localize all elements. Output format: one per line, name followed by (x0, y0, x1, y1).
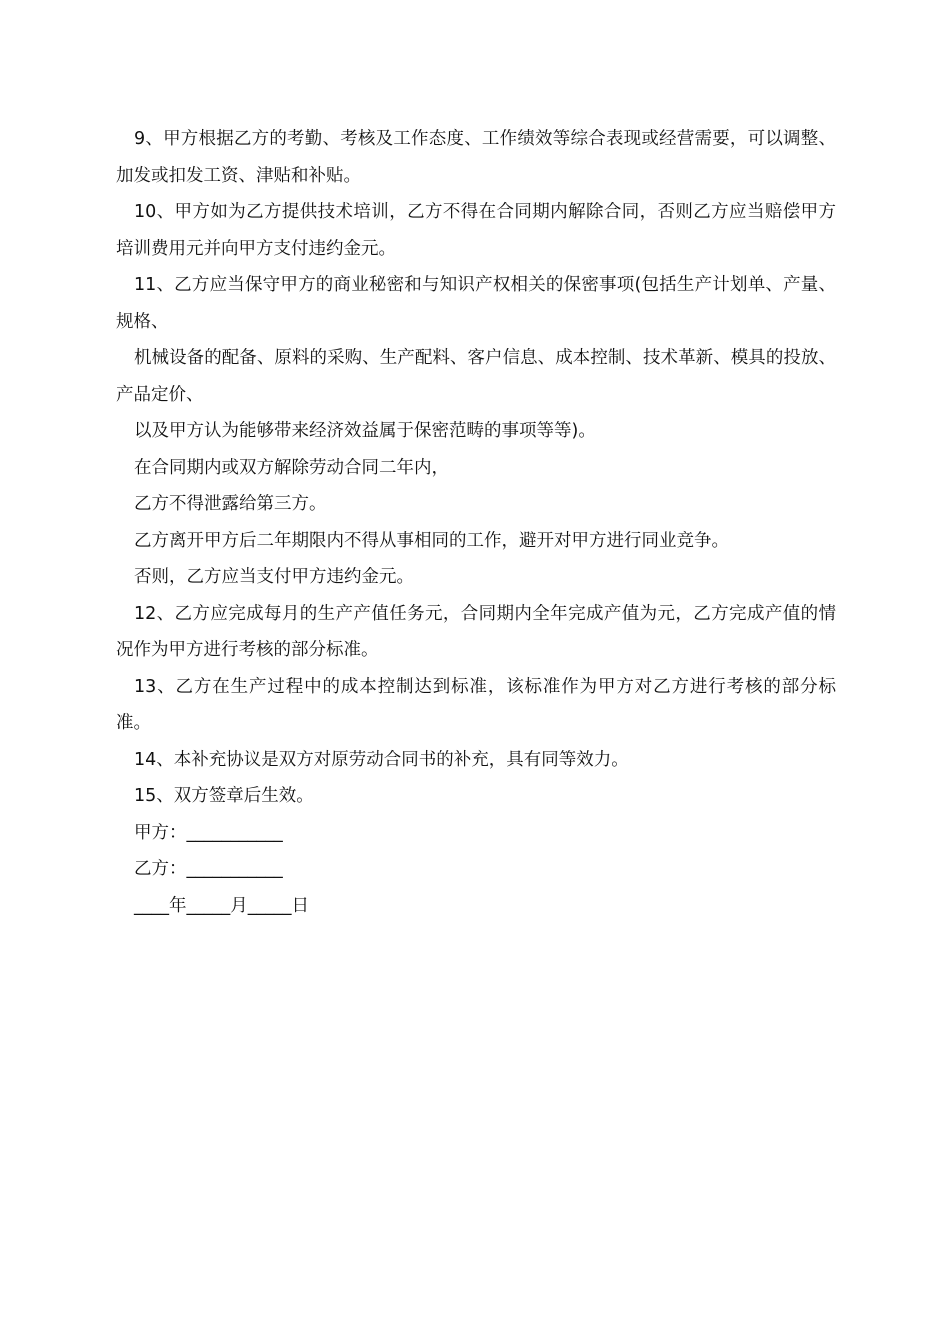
no-disclosure: 乙方不得泄露给第三方。 (134, 494, 327, 514)
clause-13: 13、乙方在生产过程中的成本控制达到标准，该标准作为甲方对乙方进行考核的部分标准。 (116, 676, 836, 733)
penalty: 否则，乙方应当支付甲方违约金元。 (134, 567, 414, 587)
party-a-signature: 甲方：___________ (134, 822, 283, 843)
confidentiality-period: 在合同期内或双方解除劳动合同二年内， (134, 457, 449, 478)
non-compete: 乙方离开甲方后二年期限内不得从事相同的工作，避开对甲方进行同业竞争。 (134, 530, 729, 551)
document-body (116, 121, 836, 924)
party-b-signature: 乙方：___________ (134, 859, 283, 879)
clause-15: 15、双方签章后生效。 (134, 786, 314, 806)
clause-9: 9、甲方根据乙方的考勤、考核及工作态度、工作绩效等综合表现或经营需要，可以调整、加发或扣发工资、津贴和补贴。 (116, 129, 836, 186)
clause-10: 10、甲方如为乙方提供技术培训，乙方不得在合同期内解除合同，否则乙方应当赔偿甲方培训费用元并向甲方支付违约金元。 (116, 202, 836, 259)
clause-12: 12、乙方应完成每月的生产产值任务元，合同期内全年完成产值为元，乙方完成产值的情况作为甲方进行考核的部分标准。 (116, 603, 836, 660)
clause-11-continued-other: 以及甲方认为能够带来经济效益属于保密范畴的事项等等)。 (134, 421, 596, 441)
clause-14: 14、本补充协议是双方对原劳动合同书的补充，具有同等效力。 (134, 749, 629, 770)
signing-date: ____年_____月_____日 (134, 895, 309, 916)
clause-11: 11、乙方应当保守甲方的商业秘密和与知识产权相关的保密事项(包括生产计划单、产量、规格、 (116, 275, 836, 332)
clause-11-continued-equipment: 机械设备的配备、原料的采购、生产配料、客户信息、成本控制、技术革新、模具的投放、产品定价、 (116, 348, 836, 405)
